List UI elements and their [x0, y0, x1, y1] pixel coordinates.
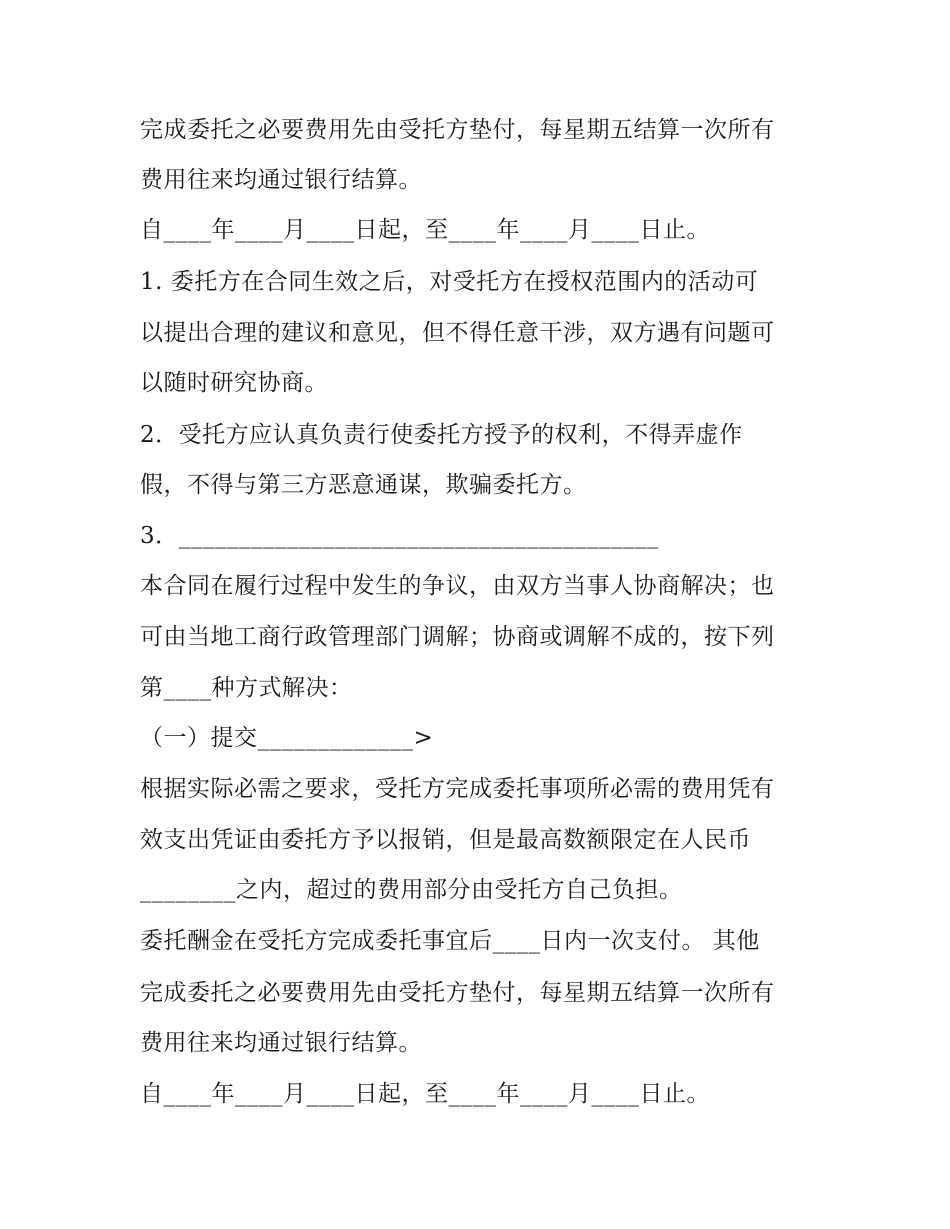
text-line: 费用往来均通过银行结算。	[140, 1030, 422, 1056]
text-line: 自____年____月____日起，至____年____月____日止。	[140, 1081, 710, 1107]
text-line: 本合同在履行过程中发生的争议，由双方当事人协商解决；也	[140, 573, 775, 599]
text-line: 完成委托之必要费用先由受托方垫付，每星期五结算一次所有	[140, 980, 775, 1006]
text-line: 1. 委托方在合同生效之后，对受托方在授权范围内的活动可	[140, 269, 759, 295]
text-line: 第____种方式解决：	[140, 675, 353, 701]
text-line: 2．受托方应认真负责行使委托方授予的权利，不得弄虚作	[140, 422, 743, 448]
text-line: 以随时研究协商。	[140, 370, 328, 396]
text-line: 3．________________________________________	[140, 523, 659, 549]
text-line: 委托酬金在受托方完成委托事宜后____日内一次支付。 其他	[140, 928, 760, 954]
text-line: 假，不得与第三方恶意通谋，欺骗委托方。	[140, 472, 587, 498]
text-line: 可由当地工商行政管理部门调解；协商或调解不成的，按下列	[140, 624, 775, 650]
text-line: ________之内，超过的费用部分由受托方自己负担。	[140, 877, 683, 903]
text-line: 自____年____月____日起，至____年____月____日止。	[140, 217, 710, 243]
text-line: （一）提交_____________>	[140, 725, 434, 751]
text-line: 根据实际必需之要求，受托方完成委托事项所必需的费用凭有	[140, 776, 775, 802]
text-line: 完成委托之必要费用先由受托方垫付，每星期五结算一次所有	[140, 117, 775, 143]
text-line: 以提出合理的建议和意见，但不得任意干涉，双方遇有问题可	[140, 320, 775, 346]
text-line: 效支出凭证由委托方予以报销，但是最高数额限定在人民币	[140, 827, 751, 853]
text-line: 费用往来均通过银行结算。	[140, 167, 422, 193]
